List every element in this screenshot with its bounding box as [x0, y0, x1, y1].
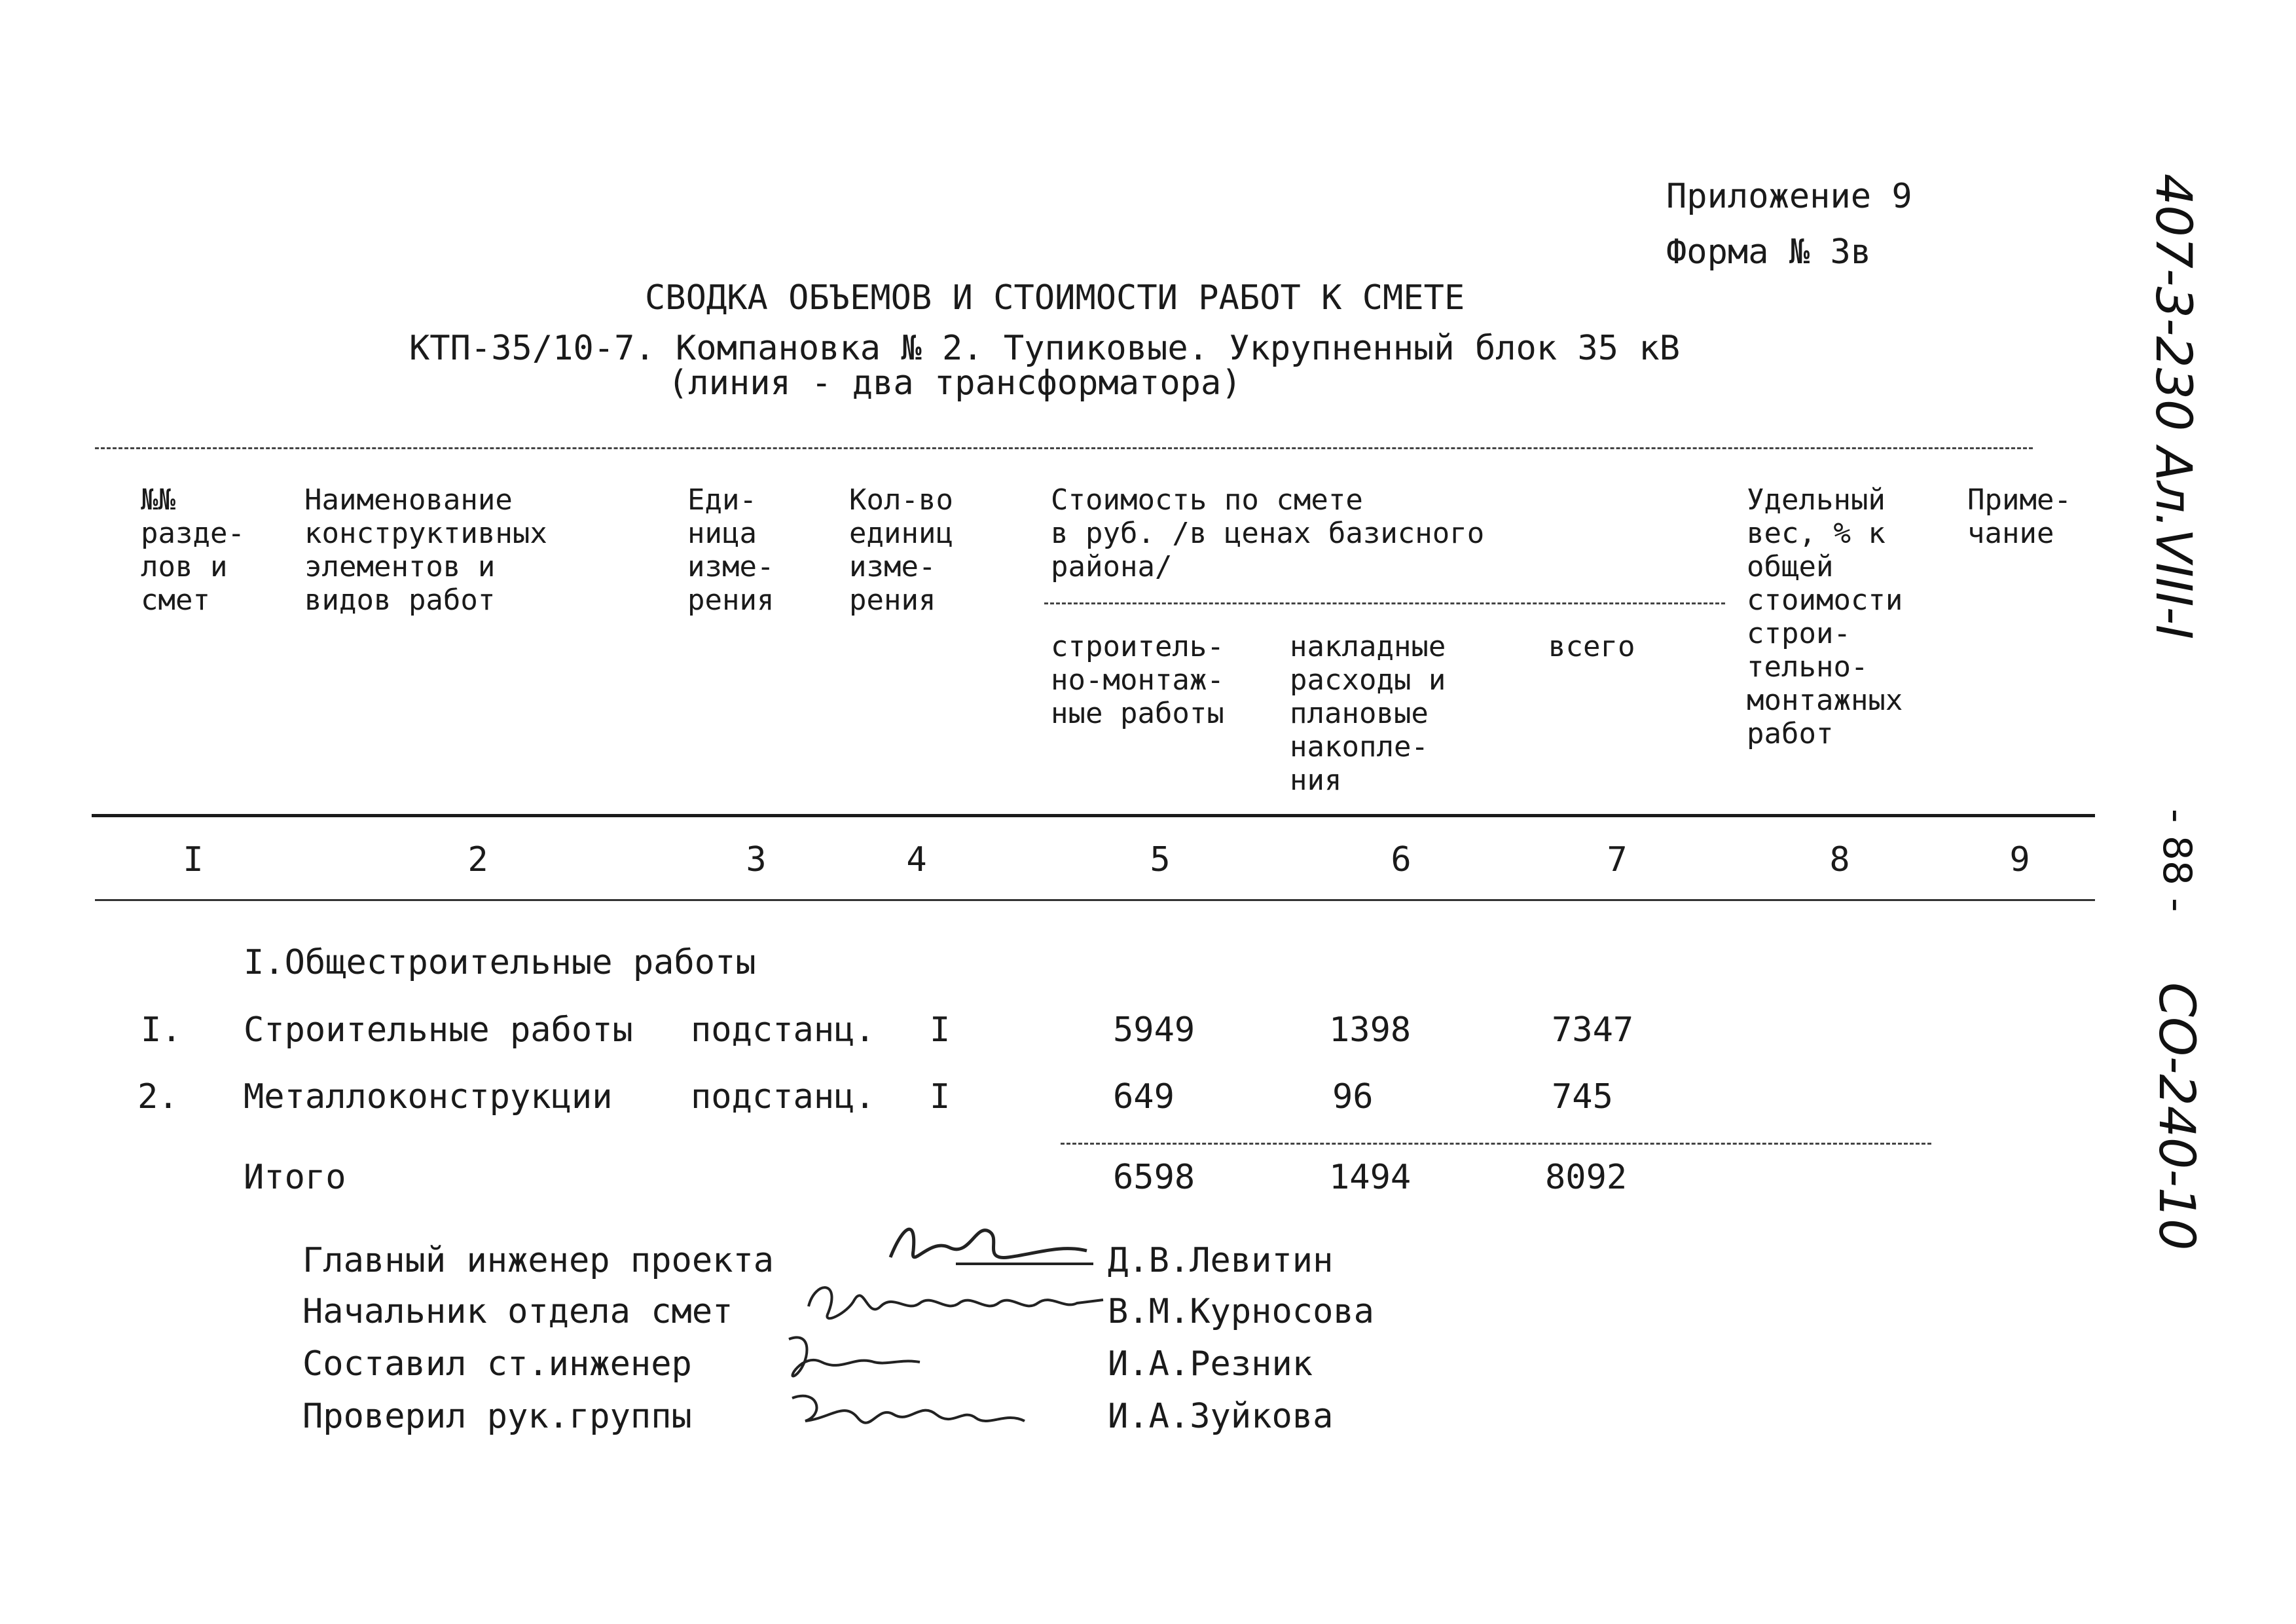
signature-name: Д.В.Левитин — [1108, 1241, 1334, 1280]
row-number: 2. — [137, 1077, 179, 1116]
signature-name: И.А.Зуйкова — [1108, 1397, 1334, 1436]
header-construction-works: строитель- но-монтаж- ные работы — [1051, 630, 1224, 730]
cost-group-rule — [1044, 602, 1725, 604]
header-section-number: №№ разде- лов и смет — [141, 483, 245, 617]
form-label: Форма № 3в — [1666, 232, 1872, 272]
header-total: всего — [1548, 630, 1635, 663]
row-construction-cost: 5949 — [1113, 1010, 1195, 1050]
row-total-cost: 7347 — [1552, 1010, 1634, 1050]
column-number: 5 — [1150, 840, 1171, 879]
row-overhead-cost: 96 — [1332, 1077, 1374, 1116]
totals-total-cost: 8092 — [1545, 1158, 1628, 1197]
column-number: 3 — [746, 840, 767, 879]
document-title: СВОДКА ОБЪЕМОВ И СТОИМОСТИ РАБОТ К СМЕТЕ — [645, 278, 1465, 318]
column-number: 7 — [1607, 840, 1628, 879]
signature-name: В.М.Курносова — [1108, 1292, 1374, 1331]
handwritten-signature — [779, 1382, 1034, 1447]
handwritten-signature — [877, 1211, 1100, 1283]
signature-role: Проверил рук.группы — [302, 1397, 692, 1436]
signature-role: Главный инженер проекта — [302, 1241, 774, 1280]
row-quantity: I — [930, 1077, 951, 1116]
signature-name: И.А.Резник — [1108, 1344, 1313, 1384]
header-cost-group: Стоимость по смете в руб. /в ценах базисного района/ — [1051, 483, 1485, 583]
header-bottom-rule — [92, 814, 2095, 817]
section-title: I.Общестроительные работы — [244, 943, 756, 982]
signature-role: Начальник отдела смет — [302, 1292, 733, 1331]
appendix-label: Приложение 9 — [1666, 177, 1912, 216]
row-name: Строительные работы — [244, 1010, 633, 1050]
signature-role: Составил ст.инженер — [302, 1344, 692, 1384]
row-construction-cost: 649 — [1113, 1077, 1175, 1116]
header-quantity: Кол-во единиц изме- рения — [849, 483, 953, 617]
row-overhead-cost: 1398 — [1329, 1010, 1412, 1050]
header-unit: Еди- ница изме- рения — [687, 483, 774, 617]
column-number: 8 — [1829, 840, 1850, 879]
totals-label: Итого — [244, 1158, 346, 1197]
column-number: 9 — [2009, 840, 2030, 879]
totals-construction-cost: 6598 — [1113, 1158, 1195, 1197]
handwritten-signature — [802, 1274, 1110, 1333]
header-overhead: накладные расходы и плановые накопле- ния — [1290, 630, 1446, 797]
row-quantity: I — [930, 1010, 951, 1050]
handwritten-signature — [776, 1326, 946, 1385]
row-unit: подстанц. — [691, 1010, 875, 1050]
table-top-rule — [95, 447, 2033, 449]
column-numbers-rule — [95, 899, 2095, 901]
column-number: 6 — [1391, 840, 1412, 879]
totals-rule — [1061, 1143, 1931, 1145]
column-number: I — [183, 840, 204, 879]
row-unit: подстанц. — [691, 1077, 875, 1116]
header-note: Приме- чание — [1967, 483, 2071, 550]
row-name: Металлоконструкции — [244, 1077, 613, 1116]
document-subtitle: КТП-35/10-7. Компановка № 2. Тупиковые. Укрупненный блок 35 кВ — [409, 329, 1681, 368]
column-number: 2 — [467, 840, 488, 879]
document-subtitle-line2: (линия - два трансформатора) — [668, 363, 1242, 403]
header-element-name: Наименование конструктивных элементов и видов работ — [304, 483, 547, 617]
row-number: I. — [141, 1010, 182, 1050]
margin-document-code: СО-240-10 — [2148, 982, 2206, 1251]
totals-overhead-cost: 1494 — [1329, 1158, 1412, 1197]
header-share-percent: Удельный вес, % к общей стоимости строи- тельно- монтажных работ — [1747, 483, 1903, 750]
column-number: 4 — [906, 840, 927, 879]
margin-project-code: 407-3-230 Ал.VIII-I — [2145, 174, 2203, 640]
row-total-cost: 745 — [1552, 1077, 1613, 1116]
margin-page-number: - 88 - — [2154, 809, 2200, 912]
